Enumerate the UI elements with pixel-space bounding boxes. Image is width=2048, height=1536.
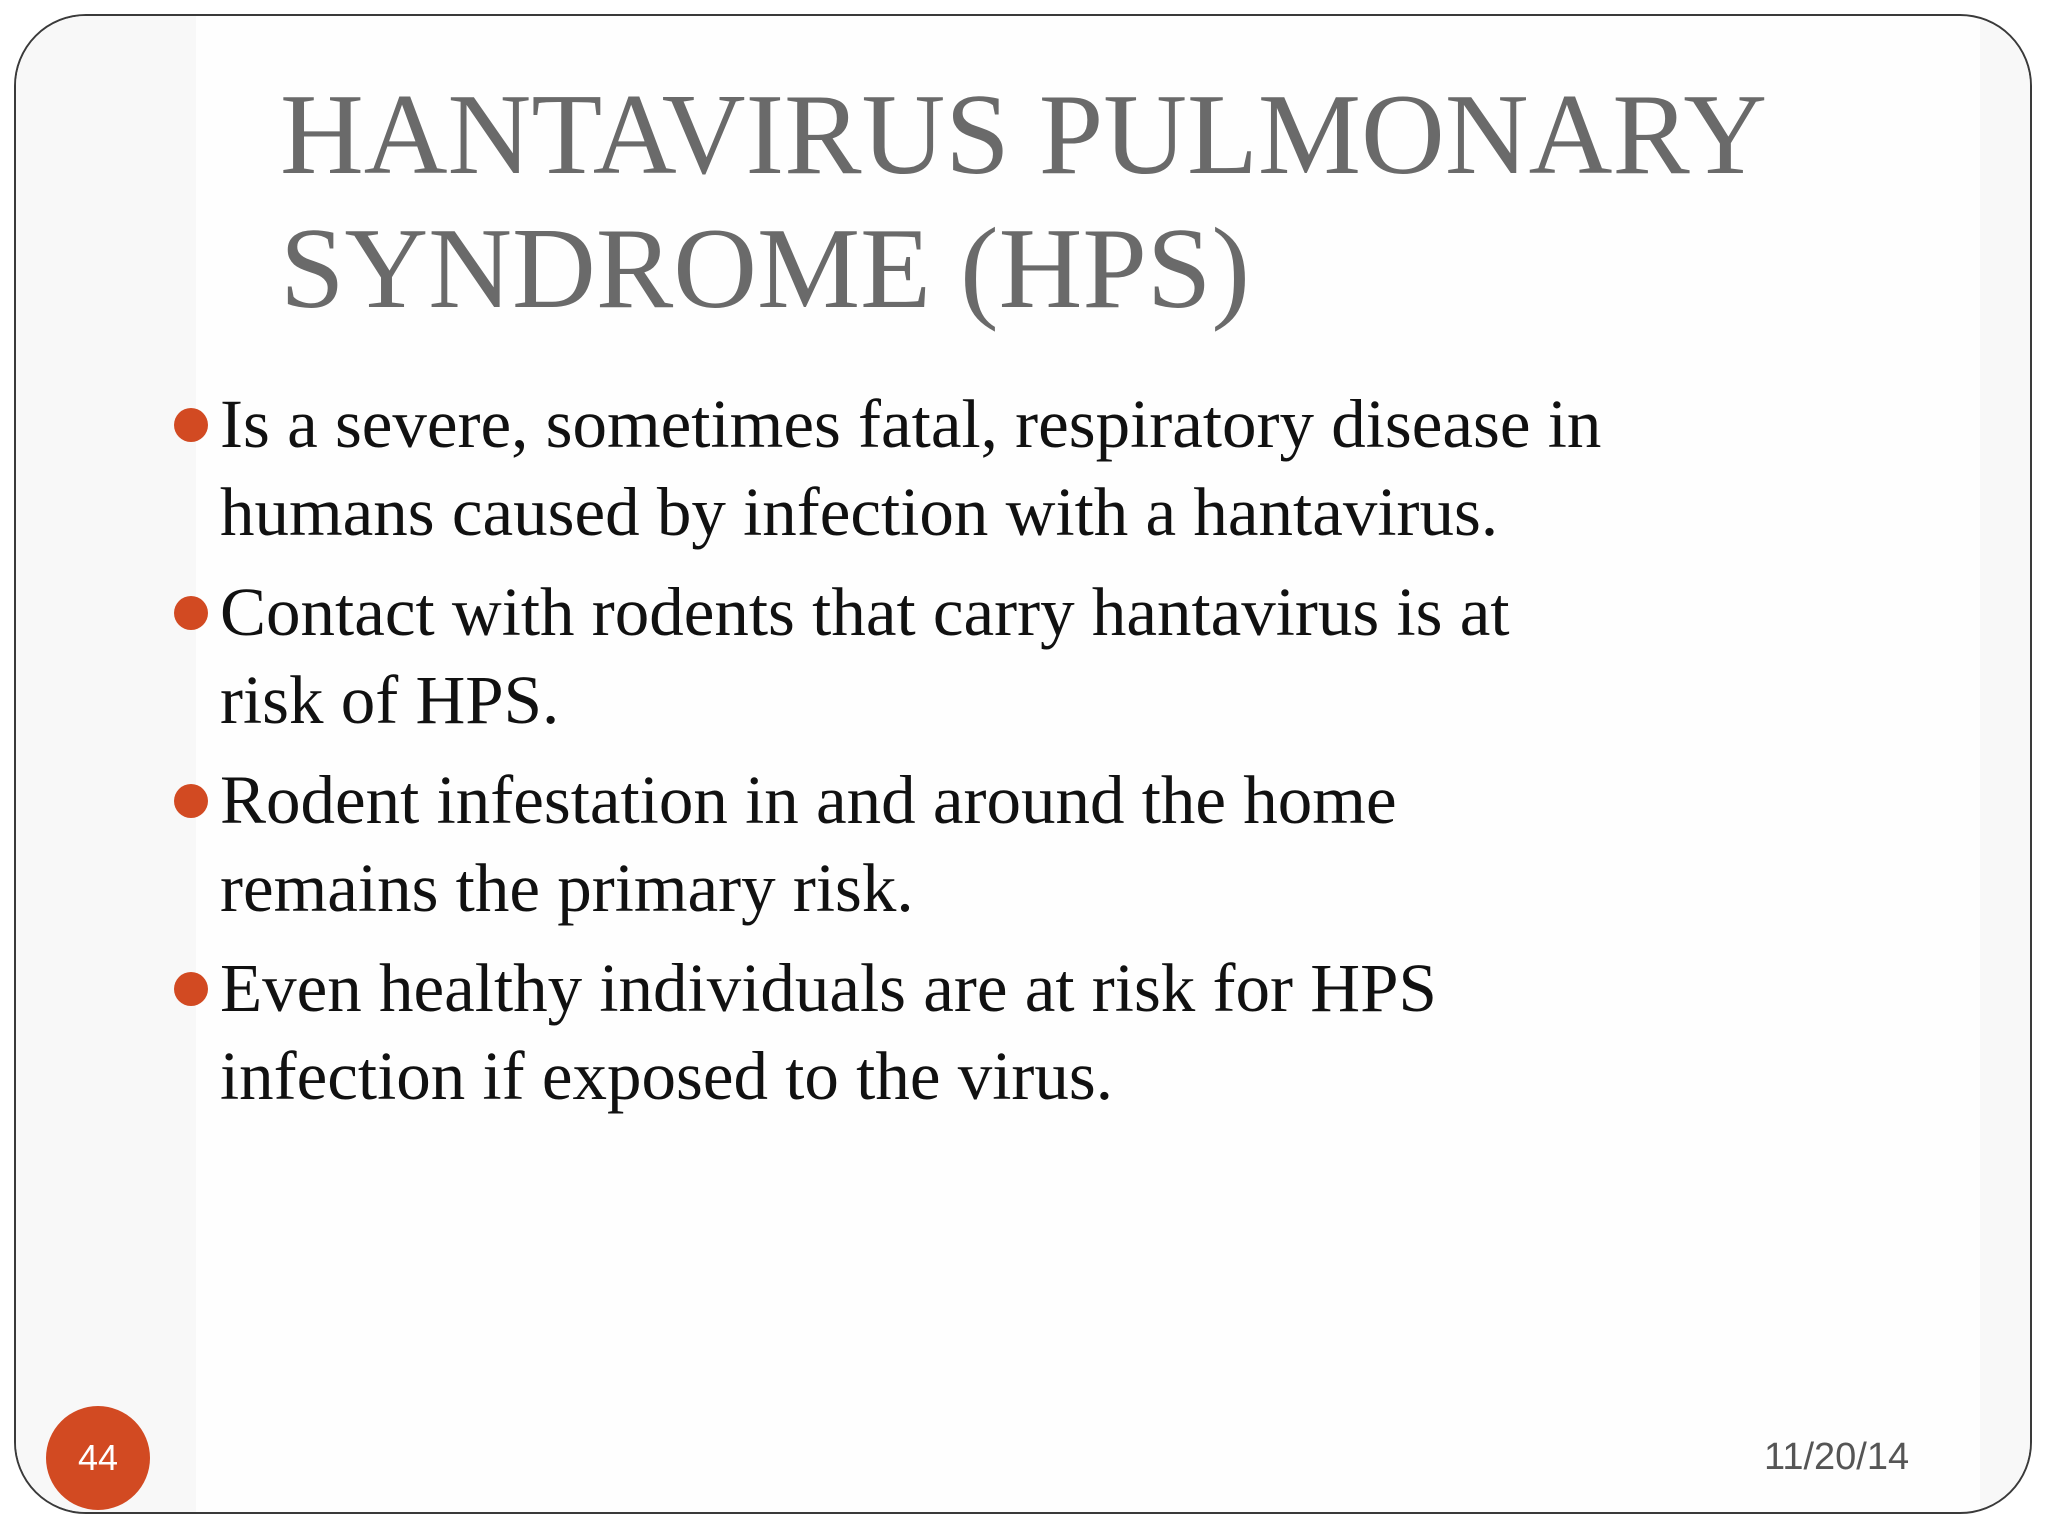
- page-number-badge: 44: [46, 1406, 150, 1510]
- bullet-dot-icon: [174, 596, 208, 630]
- bullet-text-line: remains the primary risk.: [220, 850, 914, 926]
- bullet-item: [156, 756, 1776, 932]
- bullet-text-line: Rodent infestation in and around the home: [220, 762, 1397, 838]
- bullet-item: [156, 944, 1776, 1120]
- slide: [14, 14, 2032, 1514]
- slide-title-line: SYNDROME (HPS): [280, 205, 1251, 333]
- slide-title: [280, 68, 1920, 336]
- bullet-dot-icon: [174, 408, 208, 442]
- bullet-dot-icon: [174, 972, 208, 1006]
- bullet-text-line: risk of HPS.: [220, 662, 560, 738]
- bullet-text-line: Contact with rodents that carry hantavirus is at: [220, 574, 1510, 650]
- slide-title-line: HANTAVIRUS PULMONARY: [280, 71, 1768, 199]
- bullet-text-line: Is a severe, sometimes fatal, respiratory disease in: [220, 386, 1602, 462]
- right-background-strip: [1980, 16, 2030, 1512]
- bullet-item: [156, 568, 1776, 744]
- bullet-text-line: Even healthy individuals are at risk for HPS: [220, 950, 1437, 1026]
- bullet-text-line: humans caused by infection with a hantavirus.: [220, 474, 1499, 550]
- bullet-dot-icon: [174, 784, 208, 818]
- slide-date: 11/20/14: [1764, 1436, 1910, 1478]
- bullet-list: [156, 380, 1776, 1132]
- bullet-item: [156, 380, 1776, 556]
- bullet-text-line: infection if exposed to the virus.: [220, 1038, 1113, 1114]
